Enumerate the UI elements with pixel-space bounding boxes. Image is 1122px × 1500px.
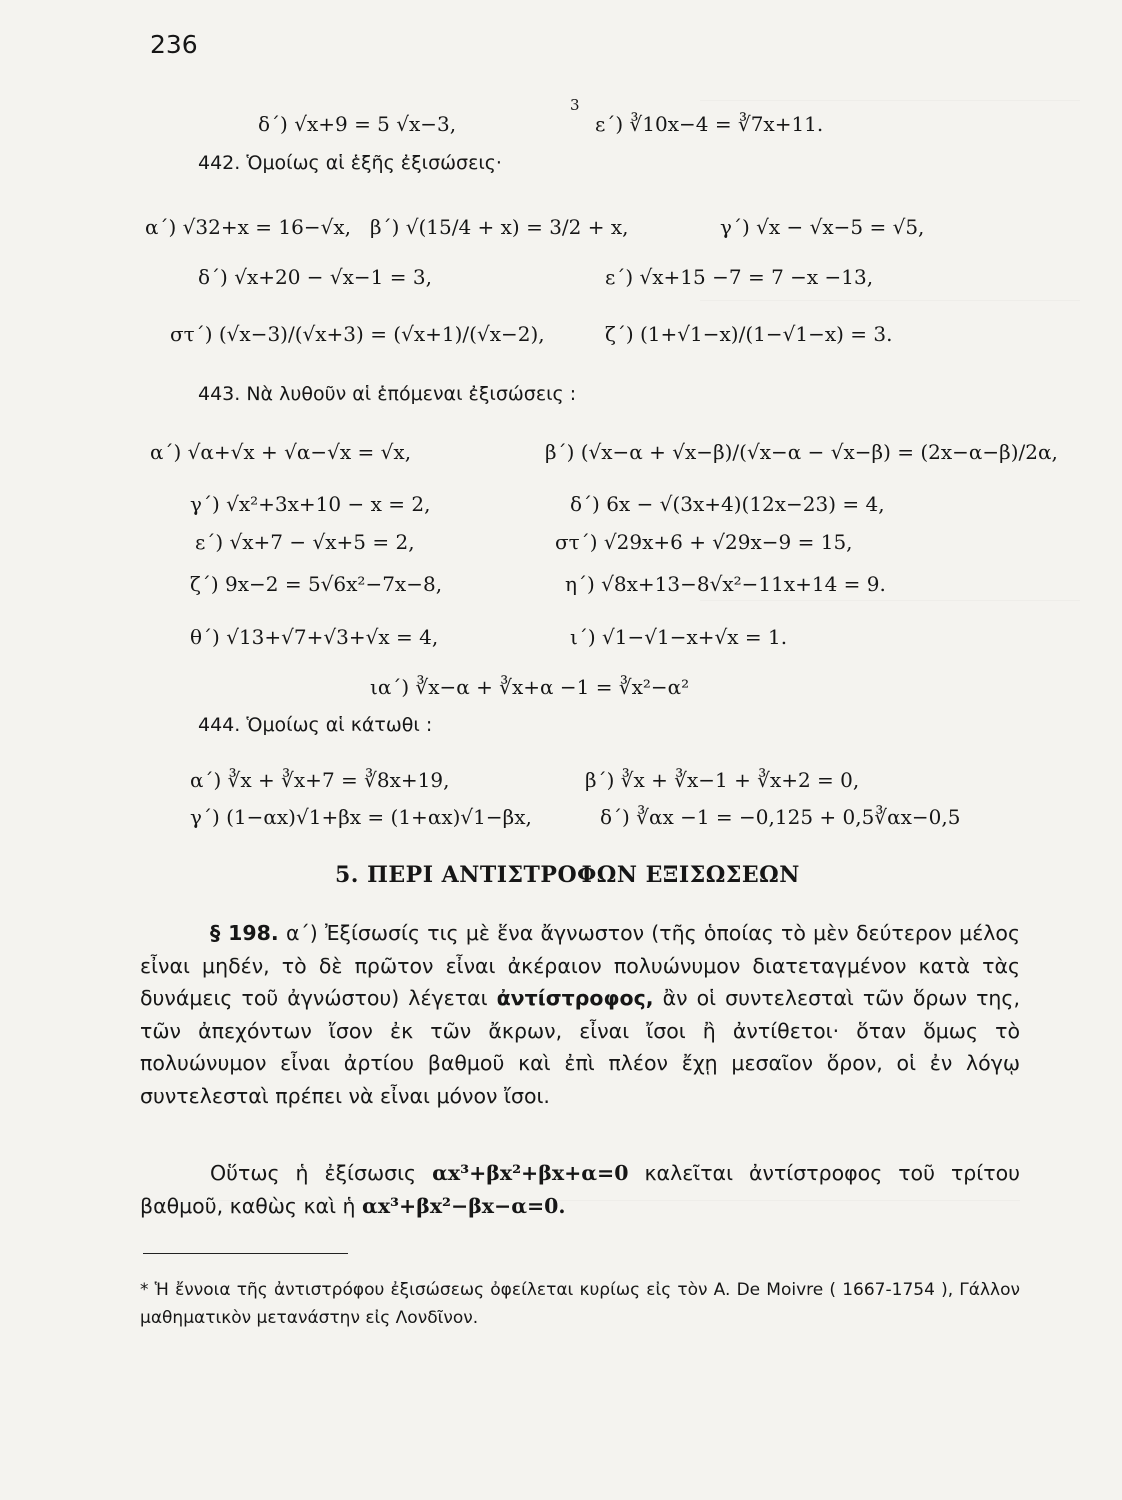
exercise-443-heading: 443. Νὰ λυθοῦν αἱ ἑπόμεναι ἐξισώσεις : [198,383,577,405]
exercise-442-e: ε΄) √x+15 −7 = 7 −x −13, [605,265,874,289]
exercise-443-b: β΄) (√x−α + √x−β)/(√x−α − √x−β) = (2x−α−β)/2α, [545,440,1058,464]
equation-e: ε΄) ∛10x−4 = ∛7x+11. [595,112,824,136]
equation-d: δ΄) √x+9 = 5 √x−3, [258,112,457,136]
paragraph-definition [140,917,1020,1113]
footnote-divider [143,1253,348,1254]
defined-term: ἀντίστροφος, [496,986,654,1011]
exercise-443-z: ζ΄) 9x−2 = 5√6x²−7x−8, [190,572,443,596]
cube-root-index: 3 [570,96,580,114]
paragraph-text-after: ἂν οἱ συντελεσταὶ τῶν ὅρων της, τῶν ἀπεχόντων ἴσον ἐκ τῶν ἄκρων, εἶναι ἴσοι ἢ ἀντίθετοι· ὅταν ὅμως τὸ πολυώνυμον εἶναι ἀρτίου βαθμοῦ καὶ ἐπὶ πλέον ἔχῃ μεσαῖον ὅρον, οἱ ἐν λόγῳ συντελεσταὶ πρέπει νὰ εἶναι μόνον ἴσοι. [140,986,1020,1108]
exercise-444-g: γ΄) (1−αx)√1+βx = (1+αx)√1−βx, [190,805,532,829]
exercise-444-heading: 444. Ὁμοίως αἱ κάτωθι : [198,714,433,736]
exercise-442-b: β΄) √(15/4 + x) = 3/2 + x, [370,215,629,239]
exercise-443-g: γ΄) √x²+3x+10 − x = 2, [190,492,431,516]
exercise-443-h: η΄) √8x+13−8√x²−11x+14 = 9. [565,572,886,596]
paragraph-example [140,1157,1020,1222]
exercise-444-b: β΄) ∛x + ∛x−1 + ∛x+2 = 0, [585,768,860,792]
paragraph-number: § 198. [210,921,279,945]
exercise-442-heading: 442. Ὁμοίως αἱ ἑξῆς ἐξισώσεις· [198,152,502,174]
section-title: 5. ΠΕΡΙ ΑΝΤΙΣΤΡΟΦΩΝ ΕΞΙΣΩΣΕΩΝ [335,862,800,888]
exercise-442-st: στ΄) (√x−3)/(√x+3) = (√x+1)/(√x−2), [170,322,545,346]
example-equation-1: αx³+βx²+βx+α=0 [432,1161,629,1185]
page-number: 236 [150,30,198,59]
exercise-443-ia: ια΄) ∛x−α + ∛x+α −1 = ∛x²−α² [370,675,690,699]
exercise-443-st: στ΄) √29x+6 + √29x−9 = 15, [555,530,853,554]
exercise-442-d: δ΄) √x+20 − √x−1 = 3, [198,265,432,289]
example-text-2: καλεῖται ἀντίστροφος τοῦ τρίτου βαθμοῦ, καθὼς καὶ ἡ [140,1161,1020,1218]
example-equation-2: αx³+βx²−βx−α=0. [362,1193,566,1218]
exercise-443-d: δ΄) 6x − √(3x+4)(12x−23) = 4, [570,492,885,516]
exercise-442-z: ζ΄) (1+√1−x)/(1−√1−x) = 3. [605,322,893,346]
footnote: * Ἡ ἔννοια τῆς ἀντιστρόφου ἐξισώσεως ὀφείλεται κυρίως εἰς τὸν A. De Moivre ( 1667-1754 ), Γάλλον μαθηματικὸν μετανάστην εἰς Λονδῖνον. [140,1280,1020,1328]
exercise-443-a: α΄) √α+√x + √α−√x = √x, [150,440,412,464]
exercise-444-d: δ΄) ∛αx −1 = −0,125 + 0,5∛αx−0,5 [600,805,961,829]
exercise-443-th: θ΄) √13+√7+√3+√x = 4, [190,625,439,649]
example-text-1: Οὕτως ἡ ἐξίσωσις [210,1161,417,1185]
exercise-442-a: α΄) √32+x = 16−√x, [145,215,351,239]
paragraph-text-before: α΄) Ἐξίσωσίς τις μὲ ἕνα ἄγνωστον (τῆς ὁποίας τὸ μὲν δεύτερον μέλος εἶναι μηδέν, τὸ δὲ πρῶτον εἶναι ἀκέραιον πολυώνυμον διατεταγμένον κατὰ τὰς δυνάμεις τοῦ ἀγνώστου) λέγεται [140,921,1020,1011]
exercise-442-c: γ΄) √x − √x−5 = √5, [720,215,925,239]
exercise-443-e: ε΄) √x+7 − √x+5 = 2, [195,530,415,554]
exercise-444-a: α΄) ∛x + ∛x+7 = ∛8x+19, [190,768,450,792]
exercise-443-i: ι΄) √1−√1−x+√x = 1. [570,625,788,649]
